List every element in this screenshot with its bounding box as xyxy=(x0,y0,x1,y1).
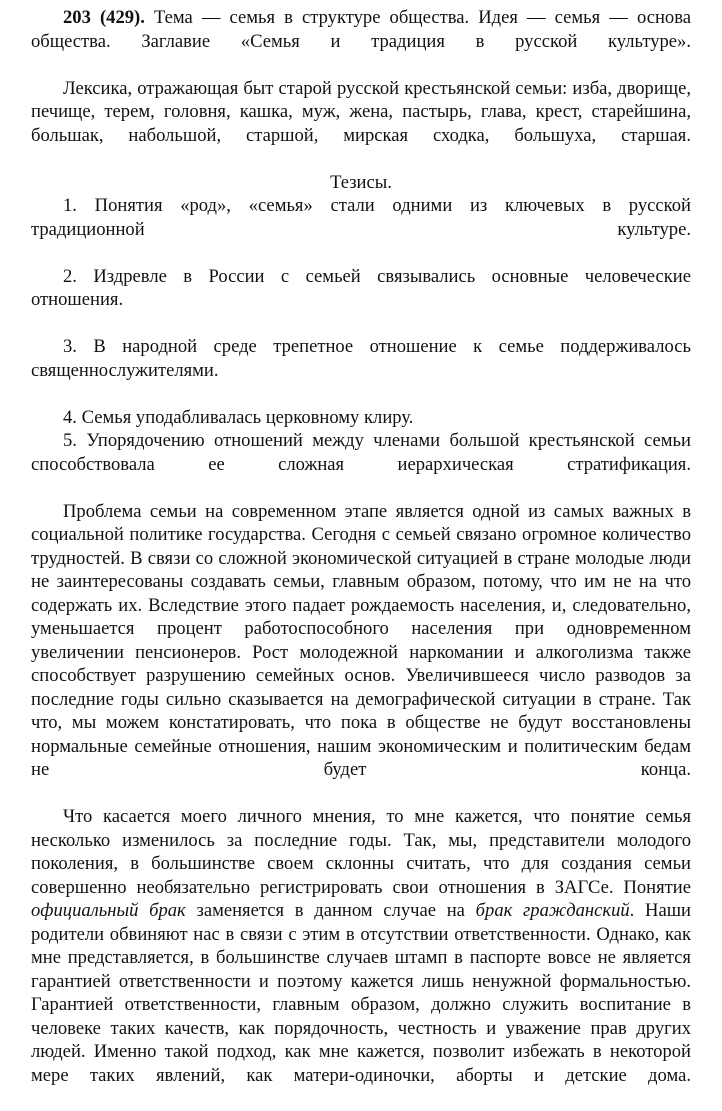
vocabulary-paragraph: Лексика, отражающая быт старой русской крестьянской семьи: изба, дворище, печище, терем, головня, кашка, муж, жена, пастырь, глава, крест, старейшина, большак, набольшой, старшой, мирская сходка, большуха, старшая. xyxy=(31,77,691,146)
term-civil-marriage: брак гражданский xyxy=(475,900,630,921)
thesis-item-3: 3. В народной среде трепетное отношение к семье поддерживалось священнослужителями. xyxy=(31,336,691,381)
essay-paragraph-problem: Проблема семьи на современном этапе является одной из самых важных в социальной политике государства. Сегодня с семьей связано огромное количество трудностей. В связи со сложной экономической ситуацией в стране молодые люди не заинтересованы создавать семьи, главным образом, потому, что им не на что содержать их. Вследствие этого падает рождаемость населения, и, следовательно, уменьшается процент работоспособного населения при одновременном увеличении пенсионеров. Рост молодежной наркомании и алкоголизма также способствует разрушению семейных основ. Увеличившееся число разводов за последние годы сильно сказывается на демографической ситуации в стране. Так что, мы можем констатировать, что пока в обществе не будут восстановлены нормальные семейные отношения, нашим экономическим и политическим бедам не будет конца. xyxy=(31,500,691,780)
opinion-segment-2: заменяется в данном случае на xyxy=(185,900,476,921)
exercise-number: 203 (429). xyxy=(63,7,145,28)
theses-heading: Тезисы. xyxy=(330,171,392,193)
opinion-segment-3: . Наши родители обвиняют нас в связи с этим в отсутствии ответственности. Однако, как мне представляется, в большинстве случаев штамп в паспорте вовсе не является гарантией ответственности и поэтому кажется лишь ненужной формальностью. Гарантией ответственности, главным образом, должно служить воспитание в человеке таких качеств, как порядочность, честность и уважение прав других людей. Именно такой подход, как мне кажется, позволит избежать в некоторой мере таких явлений, как матери-одиночки, аборты и детские дома. xyxy=(31,900,692,1086)
essay-paragraph-opinion xyxy=(31,805,691,1111)
exercise-intro-text: Тема — семья в структуре общества. Идея — семья — основа общества. Заглавие «Семья и традиция в русской культуре». xyxy=(31,7,691,52)
exercise-intro-paragraph xyxy=(31,6,691,77)
thesis-item-5: 5. Упорядочению отношений между членами большой крестьянской семьи способствовала ее сложная иерархическая стратификация. xyxy=(31,430,691,475)
thesis-item-2: 2. Издревле в России с семьей связывались основные человеческие отношения. xyxy=(31,265,691,310)
opinion-segment-1: Что касается моего личного мнения, то мне кажется, что понятие семья несколько изменилось за последние годы. Так, мы, представители молодого поколения, в большинстве своем склонны считать, что для создания семьи совершенно необязательно регистрировать свои отношения в ЗАГСе. Понятие xyxy=(31,806,691,898)
term-official-marriage: официальный брак xyxy=(31,900,186,921)
thesis-item-1: 1. Понятия «род», «семья» стали одними из ключевых в русской традиционной культуре. xyxy=(31,195,691,240)
thesis-item-4: 4. Семья уподабливалась церковному клиру. xyxy=(63,406,414,428)
